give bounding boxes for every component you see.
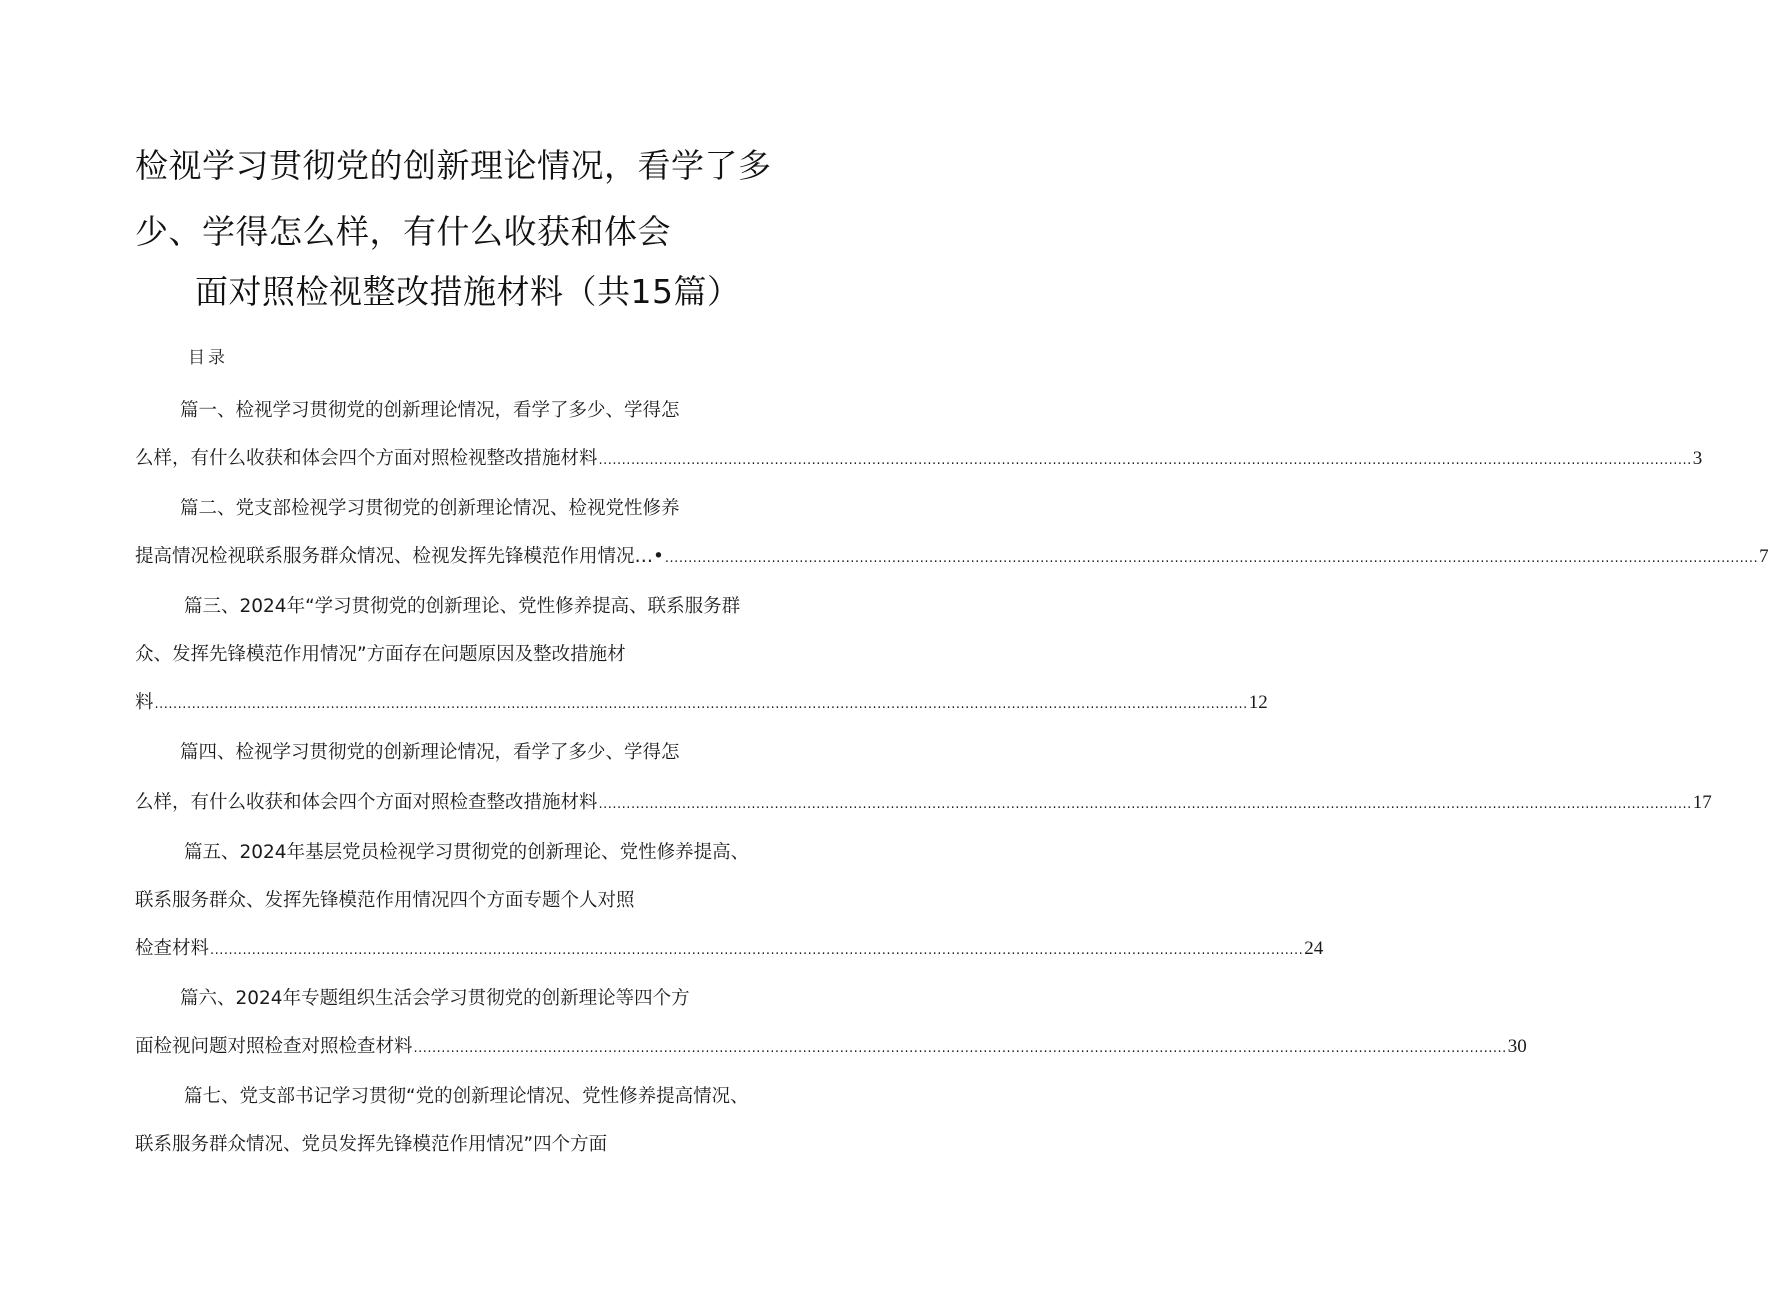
toc-entry-3-text: 料	[135, 692, 154, 713]
toc-entry-2-line-1[interactable]: 篇二、党支部检视学习贯彻党的创新理论情况、检视党性修养	[180, 498, 680, 519]
toc-entry-5-line-2[interactable]: 联系服务群众、发挥先锋模范作用情况四个方面专题个人对照	[135, 890, 635, 911]
title-line-3: 面对照检视整改措施材料（共15篇）	[195, 272, 741, 311]
dot-leader: ............................................................................................................................................................................................................................................	[413, 1041, 1507, 1056]
toc-entry-6-line-1[interactable]: 篇六、2024年专题组织生活会学习贯彻党的创新理论等四个方	[180, 988, 690, 1009]
toc-entry-6-text: 面检视问题对照检查对照检查材料	[135, 1036, 413, 1057]
toc-entry-1-text: 么样，有什么收获和体会四个方面对照检视整改措施材料	[135, 448, 598, 469]
toc-entry-4-page-number: 17	[1692, 792, 1712, 813]
toc-entry-1-line-1[interactable]: 篇一、检视学习贯彻党的创新理论情况，看学了多少、学得怎	[180, 400, 680, 421]
toc-entry-2-last-line[interactable]	[135, 544, 1769, 572]
toc-entry-3-page-number: 12	[1248, 692, 1268, 713]
toc-entry-7-line-2[interactable]: 联系服务群众情况、党员发挥先锋模范作用情况”四个方面	[135, 1134, 608, 1155]
toc-entry-5-last-line[interactable]	[135, 936, 1324, 964]
dot-leader: ............................................................................................................................................................................................................................................	[210, 943, 1304, 958]
toc-entry-2-page-number: 7	[1759, 546, 1769, 567]
title-line-2: 少、学得怎么样，有什么收获和体会	[135, 212, 671, 251]
toc-entry-3-line-2[interactable]: 众、发挥先锋模范作用情况”方面存在问题原因及整改措施材	[135, 644, 626, 665]
toc-entry-6-last-line[interactable]	[135, 1034, 1527, 1062]
title-line-1: 检视学习贯彻党的创新理论情况，看学了多	[135, 146, 772, 185]
toc-entry-7-line-1[interactable]: 篇七、党支部书记学习贯彻“党的创新理论情况、党性修养提高情况、	[184, 1086, 749, 1107]
dot-leader: ............................................................................................................................................................................................................................................	[598, 797, 1692, 812]
toc-entry-5-text: 检查材料	[135, 938, 210, 959]
dot-leader: ............................................................................................................................................................................................................................................	[154, 697, 1248, 712]
toc-entry-4-line-1[interactable]: 篇四、检视学习贯彻党的创新理论情况，看学了多少、学得怎	[180, 742, 680, 763]
toc-entry-2-text: 提高情况检视联系服务群众情况、检视发挥先锋模范作用情况…•	[135, 546, 664, 567]
toc-entry-1-page-number: 3	[1692, 448, 1703, 469]
toc-entry-4-text: 么样，有什么收获和体会四个方面对照检查整改措施材料	[135, 792, 598, 813]
toc-entry-3-line-1[interactable]: 篇三、2024年“学习贯彻党的创新理论、党性修养提高、联系服务群	[184, 596, 741, 617]
toc-entry-4-last-line[interactable]	[135, 790, 1712, 818]
toc-heading: 目录	[188, 348, 228, 368]
toc-entry-6-page-number: 30	[1507, 1036, 1527, 1057]
toc-entry-3-last-line[interactable]	[135, 690, 1268, 718]
dot-leader: ............................................................................................................................................................................................................................................	[598, 453, 1692, 468]
toc-entry-1-last-line[interactable]	[135, 446, 1703, 474]
toc-entry-5-line-1[interactable]: 篇五、2024年基层党员检视学习贯彻党的创新理论、党性修养提高、	[184, 842, 750, 863]
dot-leader: ............................................................................................................................................................................................................................................	[664, 551, 1759, 566]
toc-entry-5-page-number: 24	[1304, 938, 1324, 959]
